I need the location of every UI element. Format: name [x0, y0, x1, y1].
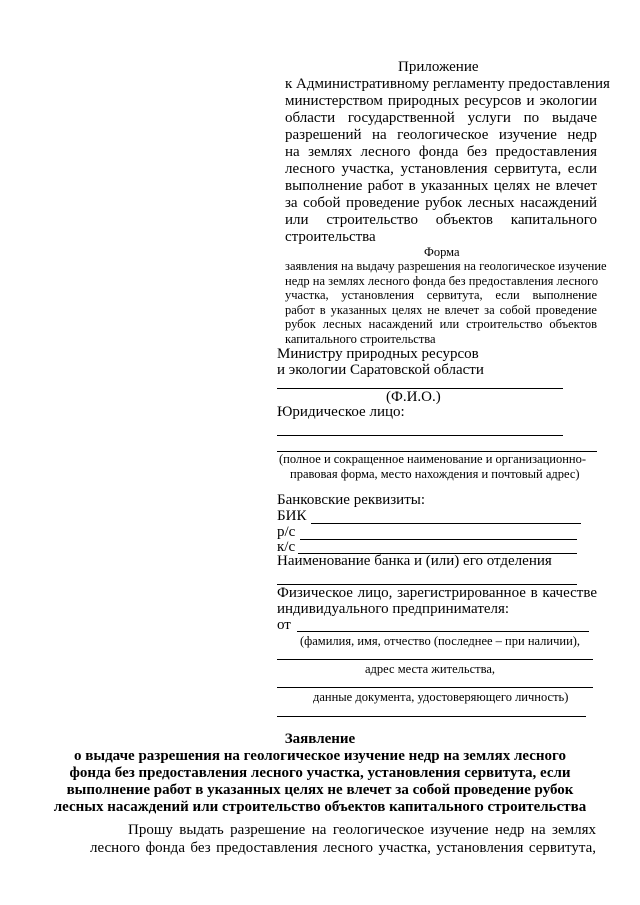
- statement-line: выполнение работ в указанных целях не влечет за собой проведение рубок: [66, 782, 574, 798]
- address-field-line[interactable]: [277, 659, 593, 660]
- document-field-line[interactable]: [277, 687, 593, 688]
- appendix-line: к Административному регламенту предоставления: [285, 76, 610, 92]
- from-label: от: [277, 617, 291, 633]
- form-line: недр на землях лесного фонда без предоставления лесного: [285, 273, 599, 288]
- form-title: Форма: [424, 245, 460, 259]
- ks-label: к/с: [277, 539, 296, 555]
- legal-entity-caption: (полное и сокращенное наименование и организационно-: [279, 452, 586, 466]
- form-line: работ в указанных целях не влечет за собой проведение: [285, 302, 597, 317]
- bank-name-label: Наименование банка и (или) его отделения: [277, 553, 552, 569]
- statement-line: лесных насаждений или строительство объектов капитального строительства: [53, 799, 587, 815]
- fio-caption: (Ф.И.О.): [386, 389, 441, 405]
- form-line: рубок лесных насаждений или строительство объектов: [285, 317, 597, 331]
- legal-entity-field-line[interactable]: [277, 435, 563, 436]
- appendix-line: за собой проведение рубок лесных насаждений: [285, 195, 597, 211]
- address-caption: адрес места жительства,: [365, 662, 495, 676]
- appendix-line: разрешений на геологическое изучение недр: [285, 127, 597, 143]
- statement-line: фонда без предоставления лесного участка, установления сервитута, если: [69, 765, 571, 781]
- form-line: капитального строительства: [285, 331, 436, 346]
- addressee-line: и экологии Саратовской области: [277, 362, 484, 378]
- appendix-line: области государственной услуги по выдаче: [285, 110, 597, 126]
- appendix-line: министерством природных ресурсов и экологии: [285, 93, 597, 109]
- appendix-line: лесного участка, установления сервитута, если: [285, 161, 597, 177]
- bik-field-line[interactable]: [311, 523, 581, 524]
- individual-line: индивидуального предпринимателя:: [277, 601, 510, 617]
- rs-label: р/с: [277, 524, 296, 540]
- individual-line: Физическое лицо, зарегистрированное в качестве: [277, 585, 597, 601]
- form-line: участка, установления сервитута, если выполнение: [285, 288, 597, 302]
- legal-entity-label: Юридическое лицо:: [277, 404, 405, 420]
- document-extra-field-line[interactable]: [277, 716, 586, 717]
- legal-entity-caption: правовая форма, место нахождения и почтовый адрес): [290, 467, 580, 481]
- appendix-line: строительства: [285, 229, 376, 245]
- body-line: Прошу выдать разрешение на геологическое изучение недр на землях: [128, 822, 596, 838]
- document-caption: данные документа, удостоверяющего личность): [313, 690, 569, 704]
- statement-line: о выдаче разрешения на геологическое изучение недр на землях лесного: [74, 748, 566, 764]
- statement-title: Заявление: [284, 731, 356, 747]
- bik-label: БИК: [277, 508, 307, 524]
- addressee-line: Министру природных ресурсов: [277, 346, 479, 362]
- body-line: лесного фонда без предоставления лесного участка, установления сервитута,: [90, 840, 596, 856]
- bank-label: Банковские реквизиты:: [277, 492, 426, 508]
- appendix-title: Приложение: [398, 59, 479, 75]
- appendix-line: на землях лесного фонда без предоставления: [285, 144, 597, 160]
- name-field-line[interactable]: [297, 631, 589, 632]
- name-caption: (фамилия, имя, отчество (последнее – при наличии),: [300, 634, 581, 648]
- form-line: заявления на выдачу разрешения на геологическое изучение: [285, 259, 607, 273]
- rs-field-line[interactable]: [300, 539, 577, 540]
- appendix-line: выполнение работ в указанных целях не влечет: [285, 178, 597, 194]
- appendix-line: или строительство объектов капитального: [285, 212, 597, 228]
